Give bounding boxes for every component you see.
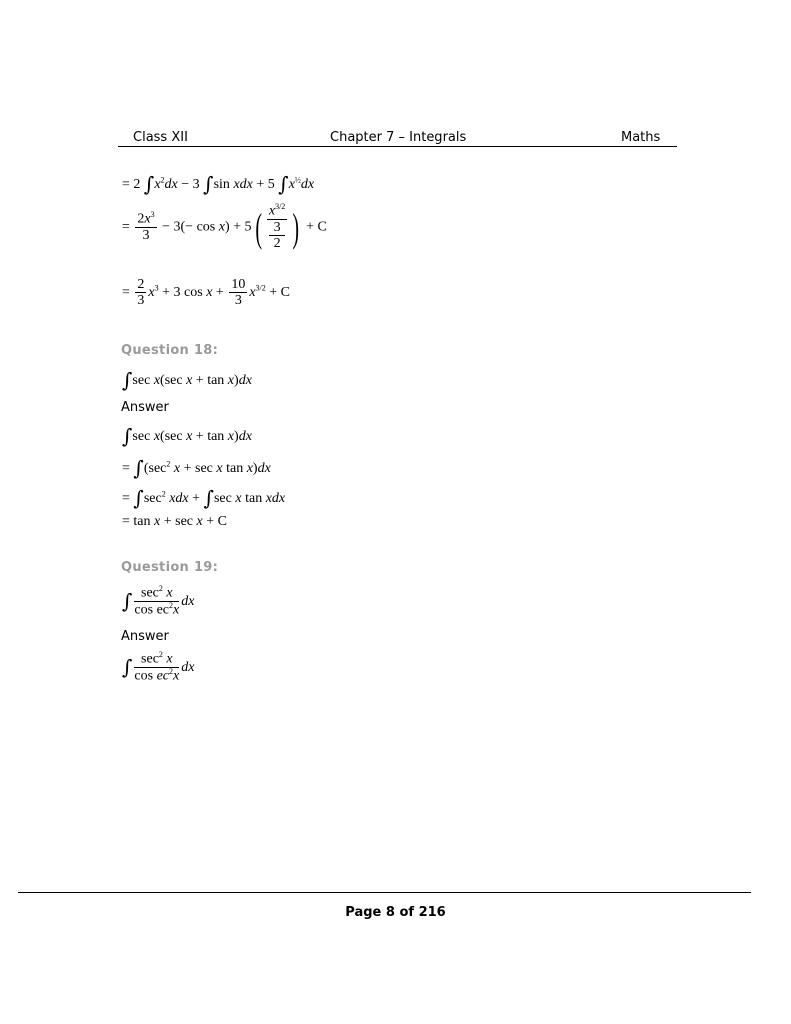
question-18-statement: ∫sec x(sec x + tan x)dx xyxy=(122,368,252,392)
footer-divider xyxy=(18,892,751,893)
header-divider xyxy=(118,146,677,147)
question-18-answer-label: Answer xyxy=(121,400,169,415)
header-chapter: Chapter 7 – Integrals xyxy=(330,130,467,145)
question-19-statement: ∫ $\frac{\sec^2 x}{\cos ec^2x}$ dx xyxy=(122,584,195,618)
header-class: Class XII xyxy=(133,130,188,145)
question-18-title: Question 18: xyxy=(121,343,219,358)
q17-step-3: = $\frac{2}{3}$ $x^3 + 3$ cos x + $\frac{10}{3}$ $x^{3/2} + C$ xyxy=(122,277,290,309)
question-19-title: Question 19: xyxy=(121,560,219,575)
q19-step-1: ∫ $\frac{\sec^2 x}{\cos ec^2x}$ dx xyxy=(122,650,195,684)
page-number: Page 8 of 216 xyxy=(345,905,446,920)
question-19-answer-label: Answer xyxy=(121,629,169,644)
q17-step-2: = $\frac{2x^3}{3}$ − 3(− cos x) + 5( $x^{3/2}$ 3 2 ) + C xyxy=(122,202,327,252)
q17-step-1: = 2 $\int x^2dx - 3$ ∫sin xdx + 5 $\int x^{\frac{1}{2}}dx$ xyxy=(122,172,315,196)
header-subject: Maths xyxy=(621,130,661,145)
q18-step-2: = $\int(\sec^2$ x + sec x tan x)dx xyxy=(122,456,271,480)
q18-step-3: = $\int\sec^2$ xdx + ∫sec x tan xdx xyxy=(122,486,286,510)
q18-step-1: ∫sec x(sec x + tan x)dx xyxy=(122,424,252,448)
q18-step-4: = tan x + sec x + C xyxy=(122,514,227,529)
